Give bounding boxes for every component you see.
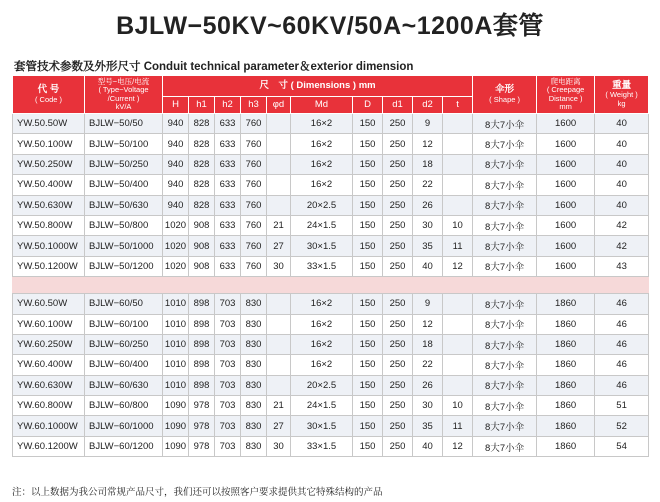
cell-Md: 16×2 — [291, 175, 353, 195]
cell-weight: 46 — [595, 294, 649, 314]
cell-d2: 35 — [413, 416, 443, 436]
cell-creep: 1600 — [537, 215, 595, 235]
cell-code: YW.60.630W — [13, 375, 85, 395]
cell-D: 150 — [353, 294, 383, 314]
cell-phid: 21 — [267, 396, 291, 416]
cell-h1: 908 — [189, 236, 215, 256]
cell-D: 150 — [353, 175, 383, 195]
cell-weight: 42 — [595, 215, 649, 235]
cell-d2: 40 — [413, 436, 443, 456]
cell-creep: 1600 — [537, 195, 595, 215]
cell-weight: 51 — [595, 396, 649, 416]
cell-creep: 1860 — [537, 416, 595, 436]
table-row — [13, 355, 649, 375]
cell-d2: 35 — [413, 236, 443, 256]
cell-type: BJLW−50/50 — [85, 114, 163, 134]
cell-phid — [267, 314, 291, 334]
cell-creep: 1860 — [537, 355, 595, 375]
cell-code: YW.60.50W — [13, 294, 85, 314]
cell-code: YW.60.400W — [13, 355, 85, 375]
cell-t — [443, 355, 473, 375]
cell-h1: 908 — [189, 256, 215, 276]
cell-H: 940 — [163, 134, 189, 154]
cell-creep: 1600 — [537, 154, 595, 174]
footnote: 注：以上数据为我公司常规产品尺寸，我们还可以按照客户要求提供其它特殊结构的产品 — [12, 487, 383, 498]
cell-h1: 828 — [189, 175, 215, 195]
table-row — [13, 195, 649, 215]
cell-code: YW.60.100W — [13, 314, 85, 334]
cell-H: 1090 — [163, 416, 189, 436]
cell-code: YW.50.1200W — [13, 256, 85, 276]
cell-d1: 250 — [383, 195, 413, 215]
cell-h1: 898 — [189, 314, 215, 334]
table-row — [13, 256, 649, 276]
cell-Md: 30×1.5 — [291, 416, 353, 436]
cell-code: YW.50.250W — [13, 154, 85, 174]
cell-h1: 978 — [189, 416, 215, 436]
cell-code: YW.50.400W — [13, 175, 85, 195]
header-col-H: H — [163, 97, 189, 114]
cell-d1: 250 — [383, 175, 413, 195]
cell-type: BJLW−60/50 — [85, 294, 163, 314]
cell-h3: 830 — [241, 416, 267, 436]
cell-h1: 828 — [189, 154, 215, 174]
cell-type: BJLW−50/630 — [85, 195, 163, 215]
cell-weight: 42 — [595, 236, 649, 256]
cell-H: 1020 — [163, 256, 189, 276]
cell-t: 12 — [443, 256, 473, 276]
cell-h3: 760 — [241, 154, 267, 174]
header-col-h1: h1 — [189, 97, 215, 114]
cell-Md: 16×2 — [291, 355, 353, 375]
cell-t: 12 — [443, 436, 473, 456]
table-row — [13, 375, 649, 395]
cell-D: 150 — [353, 154, 383, 174]
cell-code: YW.60.250W — [13, 334, 85, 354]
cell-weight: 46 — [595, 334, 649, 354]
cell-type: BJLW−60/800 — [85, 396, 163, 416]
cell-h3: 760 — [241, 236, 267, 256]
cell-H: 940 — [163, 154, 189, 174]
cell-d1: 250 — [383, 294, 413, 314]
cell-Md: 33×1.5 — [291, 256, 353, 276]
cell-shape: 8大7小伞 — [473, 334, 537, 354]
table-row — [13, 154, 649, 174]
cell-t — [443, 294, 473, 314]
cell-D: 150 — [353, 436, 383, 456]
cell-D: 150 — [353, 134, 383, 154]
cell-d1: 250 — [383, 334, 413, 354]
cell-h2: 633 — [215, 175, 241, 195]
cell-Md: 16×2 — [291, 294, 353, 314]
cell-h1: 908 — [189, 215, 215, 235]
cell-type: BJLW−50/100 — [85, 134, 163, 154]
cell-H: 1090 — [163, 396, 189, 416]
cell-D: 150 — [353, 416, 383, 436]
cell-phid — [267, 355, 291, 375]
cell-H: 1090 — [163, 436, 189, 456]
cell-creep: 1860 — [537, 314, 595, 334]
cell-shape: 8大7小伞 — [473, 175, 537, 195]
cell-H: 1020 — [163, 215, 189, 235]
table-row — [13, 134, 649, 154]
cell-h3: 760 — [241, 215, 267, 235]
cell-t: 10 — [443, 215, 473, 235]
cell-code: YW.60.1000W — [13, 416, 85, 436]
cell-creep: 1600 — [537, 236, 595, 256]
group-separator — [13, 277, 649, 294]
cell-creep: 1860 — [537, 334, 595, 354]
header-weight: 重量 ( Weight ) kg — [595, 76, 649, 114]
cell-code: YW.60.800W — [13, 396, 85, 416]
cell-code: YW.50.1000W — [13, 236, 85, 256]
cell-shape: 8大7小伞 — [473, 355, 537, 375]
cell-Md: 20×2.5 — [291, 375, 353, 395]
cell-weight: 40 — [595, 195, 649, 215]
cell-shape: 8大7小伞 — [473, 396, 537, 416]
cell-h2: 703 — [215, 294, 241, 314]
cell-type: BJLW−50/800 — [85, 215, 163, 235]
cell-Md: 16×2 — [291, 134, 353, 154]
cell-phid — [267, 375, 291, 395]
cell-shape: 8大7小伞 — [473, 314, 537, 334]
cell-D: 150 — [353, 396, 383, 416]
cell-D: 150 — [353, 114, 383, 134]
cell-weight: 54 — [595, 436, 649, 456]
header-col-phid: φd — [267, 97, 291, 114]
cell-h3: 760 — [241, 256, 267, 276]
cell-creep: 1860 — [537, 436, 595, 456]
cell-weight: 40 — [595, 114, 649, 134]
header-col-d1: d1 — [383, 97, 413, 114]
cell-H: 940 — [163, 195, 189, 215]
cell-h1: 898 — [189, 375, 215, 395]
cell-type: BJLW−50/1200 — [85, 256, 163, 276]
cell-d2: 18 — [413, 154, 443, 174]
cell-phid — [267, 154, 291, 174]
table-row — [13, 416, 649, 436]
cell-phid: 27 — [267, 416, 291, 436]
cell-phid — [267, 134, 291, 154]
cell-t — [443, 114, 473, 134]
cell-d2: 9 — [413, 114, 443, 134]
cell-type: BJLW−60/1000 — [85, 416, 163, 436]
cell-D: 150 — [353, 256, 383, 276]
cell-D: 150 — [353, 314, 383, 334]
cell-D: 150 — [353, 334, 383, 354]
cell-h1: 978 — [189, 436, 215, 456]
cell-weight: 43 — [595, 256, 649, 276]
table-row — [13, 334, 649, 354]
header-col-t: t — [443, 97, 473, 114]
cell-h3: 830 — [241, 396, 267, 416]
table-subtitle: 套管技术参数及外形尺寸 Conduit technical parameter＆exterior dimension — [14, 61, 414, 73]
cell-weight: 46 — [595, 375, 649, 395]
cell-d2: 12 — [413, 134, 443, 154]
cell-d2: 9 — [413, 294, 443, 314]
cell-h2: 703 — [215, 436, 241, 456]
cell-d1: 250 — [383, 396, 413, 416]
cell-type: BJLW−60/250 — [85, 334, 163, 354]
cell-h3: 760 — [241, 114, 267, 134]
cell-h3: 830 — [241, 355, 267, 375]
table-row — [13, 294, 649, 314]
cell-H: 1020 — [163, 236, 189, 256]
cell-d1: 250 — [383, 256, 413, 276]
cell-Md: 16×2 — [291, 314, 353, 334]
cell-h3: 830 — [241, 294, 267, 314]
header-col-Md: Md — [291, 97, 353, 114]
cell-t: 10 — [443, 396, 473, 416]
cell-H: 1010 — [163, 294, 189, 314]
cell-h3: 830 — [241, 436, 267, 456]
table-row — [13, 314, 649, 334]
cell-Md: 16×2 — [291, 154, 353, 174]
cell-phid — [267, 334, 291, 354]
cell-d1: 250 — [383, 375, 413, 395]
cell-d1: 250 — [383, 236, 413, 256]
cell-creep: 1600 — [537, 114, 595, 134]
cell-Md: 16×2 — [291, 114, 353, 134]
cell-type: BJLW−50/250 — [85, 154, 163, 174]
cell-h2: 703 — [215, 314, 241, 334]
cell-creep: 1860 — [537, 294, 595, 314]
header-col-h3: h3 — [241, 97, 267, 114]
table-row — [13, 236, 649, 256]
cell-d2: 26 — [413, 375, 443, 395]
cell-H: 1010 — [163, 314, 189, 334]
cell-h1: 898 — [189, 355, 215, 375]
header-dimensions: 尺 寸 ( Dimensions ) mm — [163, 76, 473, 97]
cell-phid: 30 — [267, 256, 291, 276]
table-row — [13, 215, 649, 235]
cell-d1: 250 — [383, 134, 413, 154]
header-shape: 伞形 ( Shape ) — [473, 76, 537, 114]
cell-h1: 898 — [189, 294, 215, 314]
cell-d1: 250 — [383, 436, 413, 456]
cell-Md: 24×1.5 — [291, 396, 353, 416]
cell-t — [443, 154, 473, 174]
header-type: 型号−电压/电流 ( Type−Voltage /Current ) kV/A — [85, 76, 163, 114]
cell-phid — [267, 195, 291, 215]
cell-d2: 40 — [413, 256, 443, 276]
cell-h2: 703 — [215, 355, 241, 375]
cell-h2: 703 — [215, 396, 241, 416]
cell-d2: 30 — [413, 396, 443, 416]
cell-shape: 8大7小伞 — [473, 195, 537, 215]
cell-type: BJLW−50/400 — [85, 175, 163, 195]
cell-h2: 703 — [215, 334, 241, 354]
cell-d2: 12 — [413, 314, 443, 334]
cell-H: 1010 — [163, 334, 189, 354]
header-col-D: D — [353, 97, 383, 114]
cell-creep: 1860 — [537, 375, 595, 395]
cell-type: BJLW−60/630 — [85, 375, 163, 395]
cell-weight: 40 — [595, 175, 649, 195]
cell-h2: 633 — [215, 154, 241, 174]
table-row — [13, 114, 649, 134]
cell-Md: 24×1.5 — [291, 215, 353, 235]
cell-h2: 633 — [215, 195, 241, 215]
cell-Md: 30×1.5 — [291, 236, 353, 256]
cell-type: BJLW−60/400 — [85, 355, 163, 375]
cell-D: 150 — [353, 355, 383, 375]
header-col-h2: h2 — [215, 97, 241, 114]
cell-h2: 633 — [215, 236, 241, 256]
cell-code: YW.50.800W — [13, 215, 85, 235]
cell-d2: 22 — [413, 175, 443, 195]
cell-d2: 22 — [413, 355, 443, 375]
cell-H: 1010 — [163, 355, 189, 375]
cell-phid — [267, 294, 291, 314]
cell-shape: 8大7小伞 — [473, 416, 537, 436]
cell-phid: 30 — [267, 436, 291, 456]
cell-code: YW.60.1200W — [13, 436, 85, 456]
cell-d1: 250 — [383, 355, 413, 375]
cell-shape: 8大7小伞 — [473, 215, 537, 235]
cell-phid: 27 — [267, 236, 291, 256]
cell-weight: 52 — [595, 416, 649, 436]
header-code: 代 号 ( Code ) — [13, 76, 85, 114]
table-row — [13, 175, 649, 195]
header-col-d2: d2 — [413, 97, 443, 114]
cell-h1: 978 — [189, 396, 215, 416]
cell-shape: 8大7小伞 — [473, 436, 537, 456]
cell-h3: 760 — [241, 195, 267, 215]
cell-code: YW.50.50W — [13, 114, 85, 134]
header-creepage: 爬电距离 ( Creepage Distance ) mm — [537, 76, 595, 114]
cell-h3: 830 — [241, 375, 267, 395]
table-row — [13, 396, 649, 416]
cell-h3: 760 — [241, 134, 267, 154]
cell-t — [443, 375, 473, 395]
cell-h1: 828 — [189, 114, 215, 134]
cell-d1: 250 — [383, 416, 413, 436]
cell-d2: 26 — [413, 195, 443, 215]
cell-h3: 760 — [241, 175, 267, 195]
cell-t: 11 — [443, 236, 473, 256]
cell-h2: 633 — [215, 215, 241, 235]
cell-t — [443, 195, 473, 215]
cell-t — [443, 134, 473, 154]
cell-weight: 40 — [595, 134, 649, 154]
cell-Md: 20×2.5 — [291, 195, 353, 215]
cell-weight: 40 — [595, 154, 649, 174]
cell-t — [443, 175, 473, 195]
cell-h2: 633 — [215, 114, 241, 134]
cell-shape: 8大7小伞 — [473, 134, 537, 154]
cell-creep: 1600 — [537, 256, 595, 276]
cell-weight: 46 — [595, 355, 649, 375]
cell-D: 150 — [353, 215, 383, 235]
cell-code: YW.50.630W — [13, 195, 85, 215]
cell-d1: 250 — [383, 215, 413, 235]
cell-D: 150 — [353, 236, 383, 256]
cell-h2: 703 — [215, 375, 241, 395]
cell-h1: 828 — [189, 195, 215, 215]
cell-t — [443, 314, 473, 334]
cell-h2: 633 — [215, 134, 241, 154]
cell-t — [443, 334, 473, 354]
cell-creep: 1860 — [537, 396, 595, 416]
cell-H: 940 — [163, 175, 189, 195]
cell-H: 1010 — [163, 375, 189, 395]
cell-d2: 18 — [413, 334, 443, 354]
cell-creep: 1600 — [537, 175, 595, 195]
cell-Md: 33×1.5 — [291, 436, 353, 456]
cell-type: BJLW−60/1200 — [85, 436, 163, 456]
cell-shape: 8大7小伞 — [473, 375, 537, 395]
cell-shape: 8大7小伞 — [473, 256, 537, 276]
cell-shape: 8大7小伞 — [473, 294, 537, 314]
cell-creep: 1600 — [537, 134, 595, 154]
cell-shape: 8大7小伞 — [473, 114, 537, 134]
cell-d1: 250 — [383, 114, 413, 134]
cell-h2: 633 — [215, 256, 241, 276]
cell-h2: 703 — [215, 416, 241, 436]
cell-type: BJLW−60/100 — [85, 314, 163, 334]
cell-weight: 46 — [595, 314, 649, 334]
cell-h3: 830 — [241, 334, 267, 354]
cell-phid: 21 — [267, 215, 291, 235]
cell-h1: 828 — [189, 134, 215, 154]
cell-shape: 8大7小伞 — [473, 236, 537, 256]
cell-phid — [267, 114, 291, 134]
cell-Md: 16×2 — [291, 334, 353, 354]
spec-table — [12, 75, 649, 457]
cell-d1: 250 — [383, 154, 413, 174]
cell-h1: 898 — [189, 334, 215, 354]
cell-type: BJLW−50/1000 — [85, 236, 163, 256]
cell-t: 11 — [443, 416, 473, 436]
cell-h3: 830 — [241, 314, 267, 334]
table-row — [13, 436, 649, 456]
separator-cell — [13, 277, 649, 294]
cell-H: 940 — [163, 114, 189, 134]
cell-shape: 8大7小伞 — [473, 154, 537, 174]
page-title: BJLW−50KV~60KV/50A~1200A套管 — [116, 12, 544, 40]
cell-D: 150 — [353, 195, 383, 215]
cell-D: 150 — [353, 375, 383, 395]
cell-d2: 30 — [413, 215, 443, 235]
cell-phid — [267, 175, 291, 195]
cell-code: YW.50.100W — [13, 134, 85, 154]
cell-d1: 250 — [383, 314, 413, 334]
